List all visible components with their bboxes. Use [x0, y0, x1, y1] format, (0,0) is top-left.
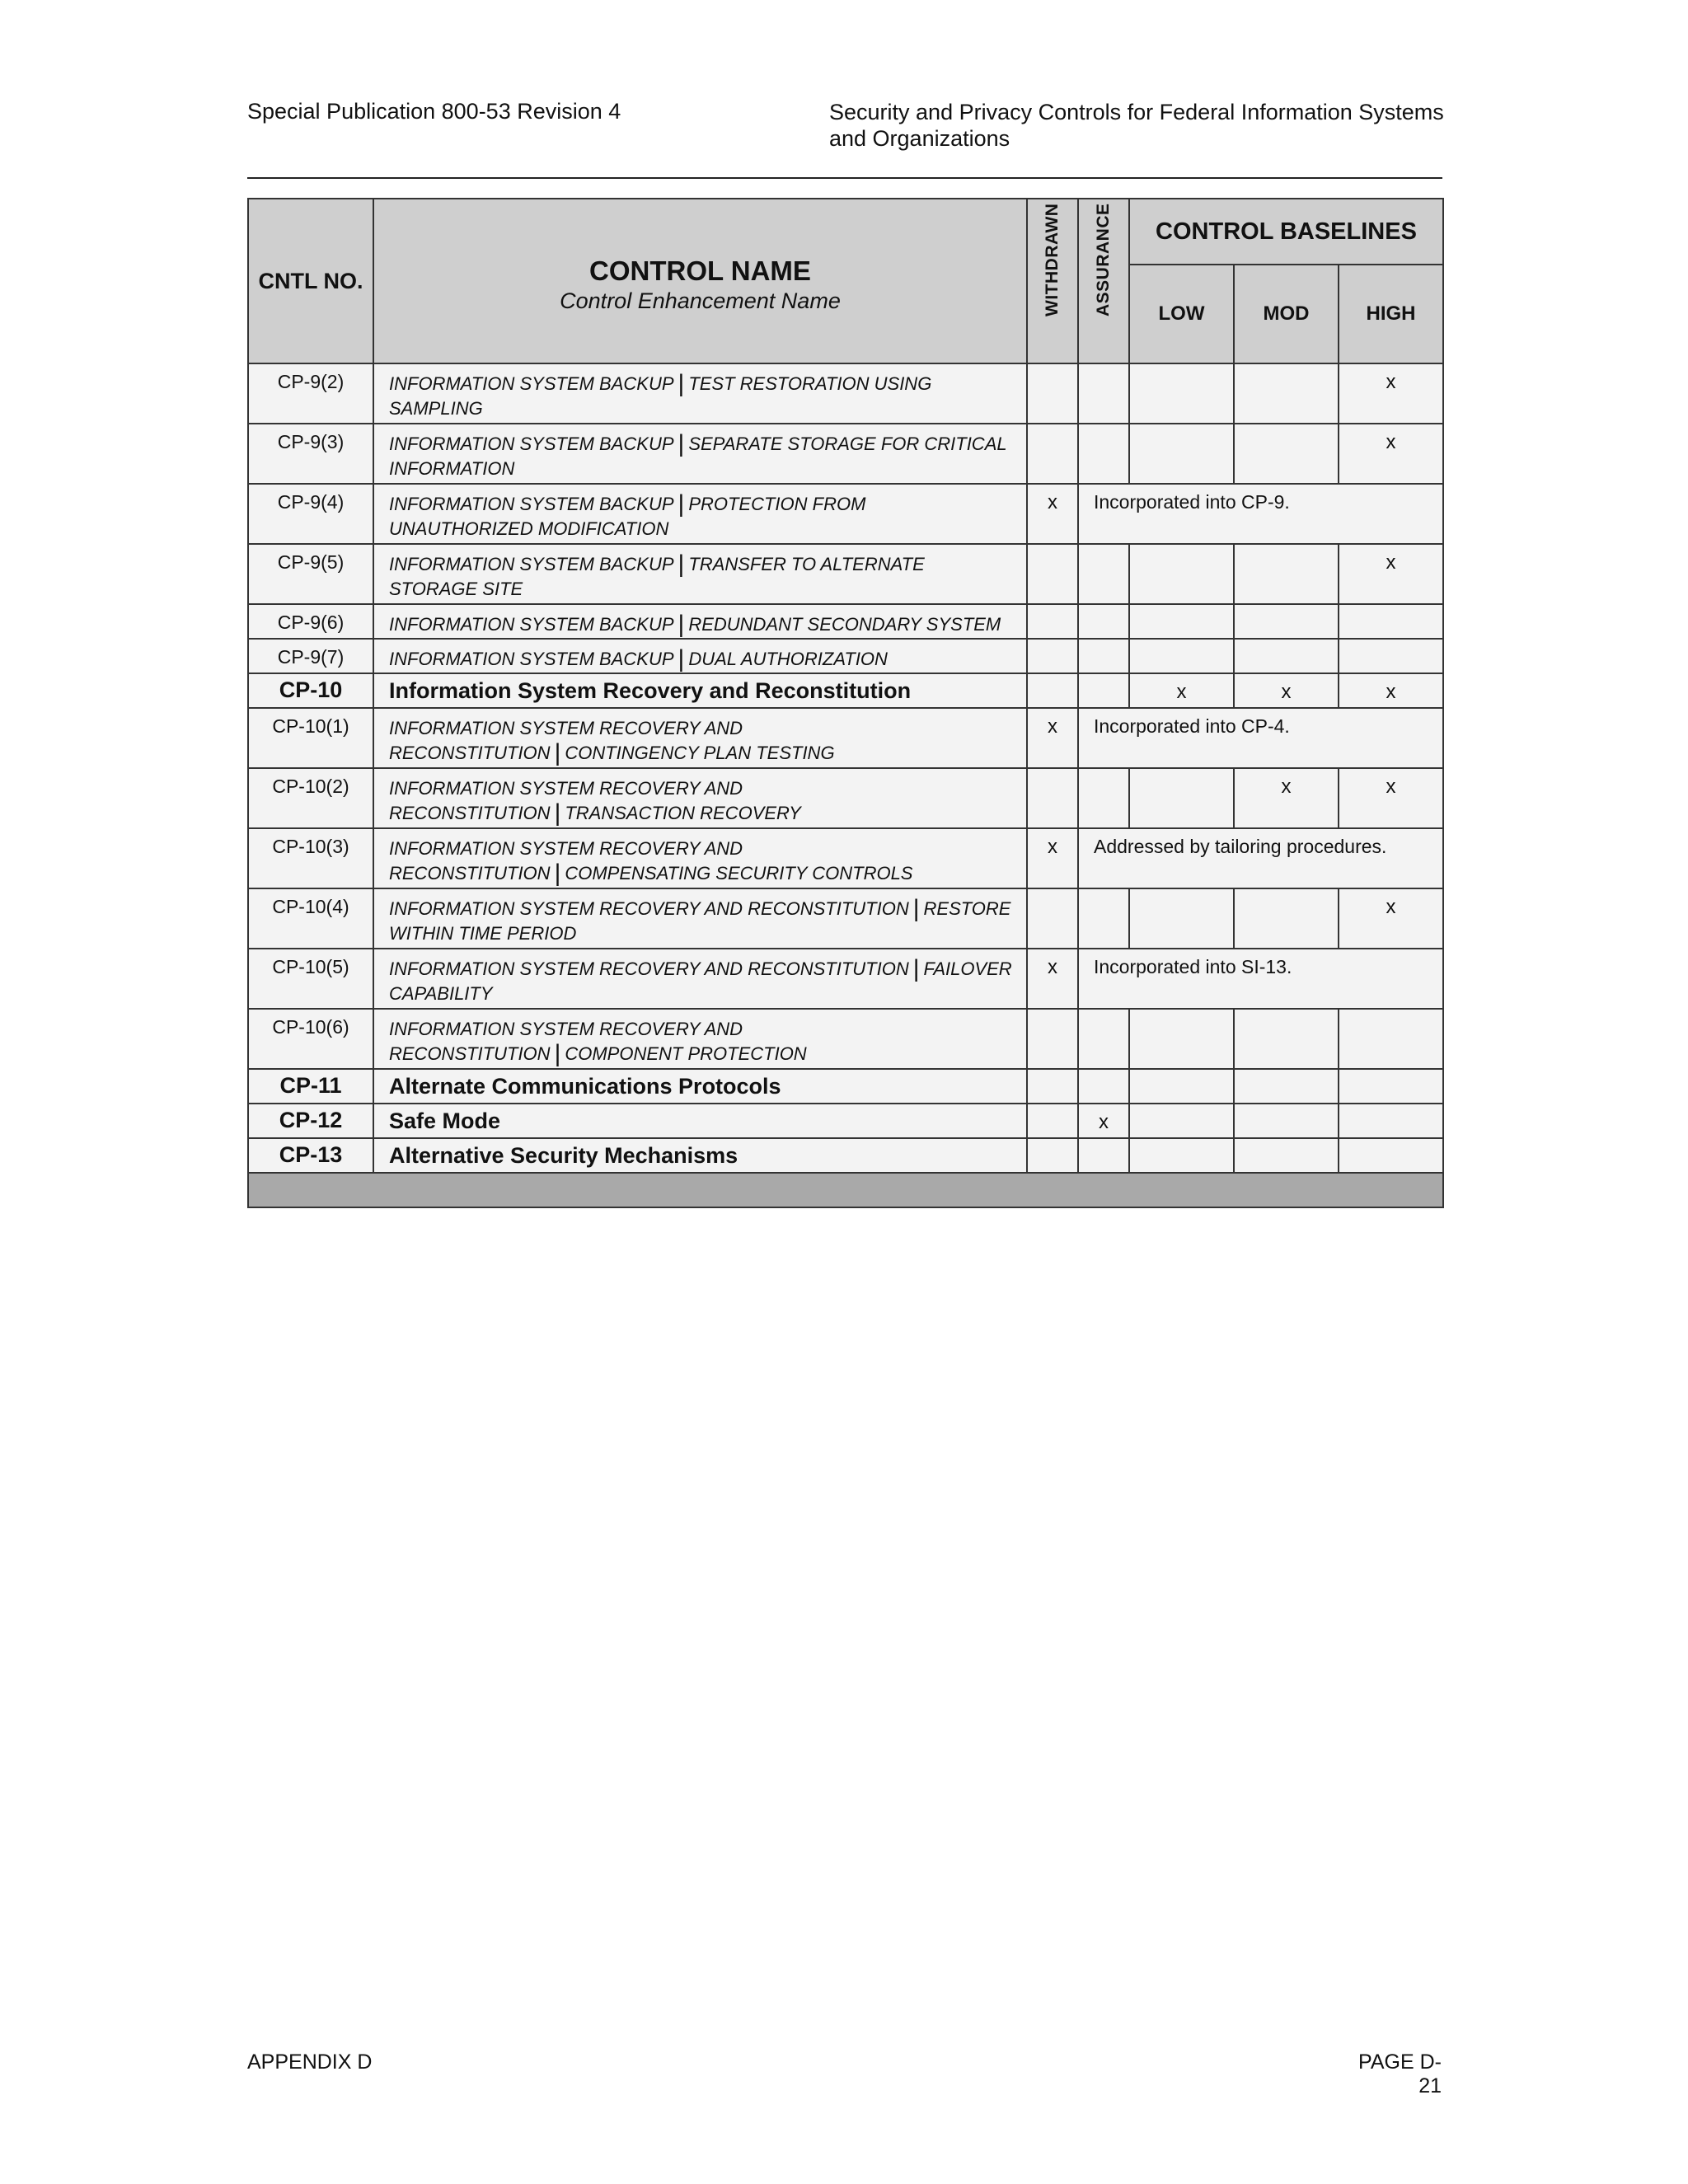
base-control-name: INFORMATION SYSTEM RECOVERY AND RECONSTITUTION: [389, 958, 909, 979]
baseline-mod-header: MOD: [1234, 265, 1339, 363]
base-control-name: INFORMATION SYSTEM RECOVERY AND RECONSTITUTION: [389, 838, 743, 883]
base-control-name: INFORMATION SYSTEM RECOVERY AND RECONSTITUTION: [389, 898, 909, 919]
assurance-mark: [1078, 1138, 1129, 1173]
control-name: [373, 949, 1027, 1009]
footer-page-number: PAGE D-21: [1358, 2050, 1442, 2097]
control-number: CP-10(2): [248, 768, 373, 828]
baseline-high-mark: [1339, 1104, 1443, 1138]
control-name: [373, 363, 1027, 424]
baseline-mod-mark: [1234, 424, 1339, 484]
baseline-low-mark: [1129, 1069, 1234, 1104]
table-footer-bar: [248, 1173, 1443, 1207]
control-number: CP-9(7): [248, 639, 373, 673]
enhancement-name: CONTINGENCY PLAN TESTING: [565, 743, 835, 763]
withdrawn-mark: [1027, 1138, 1078, 1173]
withdrawn-header: WITHDRAWN: [1027, 199, 1078, 363]
withdrawn-mark: [1027, 363, 1078, 424]
baseline-low-mark: [1129, 424, 1234, 484]
control-name: [373, 828, 1027, 888]
control-number: CP-10(3): [248, 828, 373, 888]
assurance-mark: [1078, 1069, 1129, 1104]
withdrawn-mark: x: [1027, 484, 1078, 544]
control-number: CP-9(4): [248, 484, 373, 544]
control-name: [373, 1009, 1027, 1069]
control-number: CP-10: [248, 673, 373, 708]
withdrawn-mark: [1027, 673, 1078, 708]
control-number: CP-9(3): [248, 424, 373, 484]
withdrawn-mark: [1027, 424, 1078, 484]
table-row: [248, 1009, 1443, 1069]
assurance-mark: [1078, 888, 1129, 949]
control-number: CP-12: [248, 1104, 373, 1138]
baseline-low-mark: [1129, 363, 1234, 424]
baseline-high-mark: x: [1339, 363, 1443, 424]
control-name: [373, 888, 1027, 949]
table-row: [248, 768, 1443, 828]
assurance-header: ASSURANCE: [1078, 199, 1129, 363]
assurance-mark: x: [1078, 1104, 1129, 1138]
base-control-name: INFORMATION SYSTEM BACKUP: [389, 614, 674, 635]
base-control-name: INFORMATION SYSTEM BACKUP: [389, 434, 674, 454]
baseline-high-header: HIGH: [1339, 265, 1443, 363]
base-control-name: INFORMATION SYSTEM BACKUP: [389, 494, 674, 514]
control-name: [373, 639, 1027, 673]
base-control-name: INFORMATION SYSTEM BACKUP: [389, 554, 674, 574]
table-row: [248, 949, 1443, 1009]
baseline-low-mark: [1129, 1104, 1234, 1138]
table-row: [248, 424, 1443, 484]
name-separator: |: [554, 860, 561, 887]
baseline-mod-mark: [1234, 888, 1339, 949]
name-separator: |: [912, 955, 920, 982]
enhancement-name-subtitle: Control Enhancement Name: [560, 288, 841, 313]
name-separator: |: [554, 739, 561, 766]
control-name: [373, 768, 1027, 828]
control-baseline-table: [247, 198, 1444, 1208]
control-number: CP-11: [248, 1069, 373, 1104]
baseline-low-mark: [1129, 768, 1234, 828]
enhancement-name: TEST RESTORATION USING SAMPLING: [389, 373, 932, 419]
baseline-low-header: LOW: [1129, 265, 1234, 363]
baseline-mod-mark: [1234, 639, 1339, 673]
baseline-mod-mark: [1234, 1069, 1339, 1104]
baseline-low-mark: [1129, 1138, 1234, 1173]
assurance-mark: [1078, 424, 1129, 484]
withdrawn-mark: [1027, 1104, 1078, 1138]
control-number: CP-9(5): [248, 544, 373, 604]
enhancement-name: TRANSACTION RECOVERY: [565, 803, 801, 823]
baseline-low-mark: [1129, 544, 1234, 604]
table-row: [248, 639, 1443, 673]
withdrawn-mark: [1027, 544, 1078, 604]
control-baselines-header: CONTROL BASELINES: [1129, 199, 1443, 265]
table-footer-cell: [248, 1173, 1443, 1207]
table-row: [248, 363, 1443, 424]
baseline-mod-mark: [1234, 544, 1339, 604]
name-separator: |: [678, 490, 685, 518]
withdrawn-mark: [1027, 639, 1078, 673]
header-rule: [247, 177, 1442, 179]
withdrawn-note: Incorporated into CP-9.: [1078, 484, 1443, 544]
base-control-name: INFORMATION SYSTEM BACKUP: [389, 649, 674, 669]
base-control-name: INFORMATION SYSTEM BACKUP: [389, 373, 674, 394]
baseline-mod-mark: [1234, 1009, 1339, 1069]
assurance-mark: [1078, 1009, 1129, 1069]
baseline-mod-mark: [1234, 604, 1339, 639]
baseline-high-mark: x: [1339, 424, 1443, 484]
baseline-high-mark: x: [1339, 768, 1443, 828]
baseline-low-mark: [1129, 1009, 1234, 1069]
running-header-right: Security and Privacy Controls for Federal Information Systems and Organizations: [829, 100, 1444, 151]
control-name: Alternative Security Mechanisms: [373, 1138, 1027, 1173]
cntl-no-header: CNTL NO.: [248, 199, 373, 363]
name-separator: |: [554, 1040, 561, 1067]
table-row: [248, 828, 1443, 888]
control-name-header: [373, 199, 1027, 363]
enhancement-name: FAILOVER CAPABILITY: [389, 958, 1012, 1004]
name-separator: |: [678, 611, 685, 638]
withdrawn-mark: [1027, 888, 1078, 949]
baseline-high-mark: [1339, 639, 1443, 673]
enhancement-name: COMPENSATING SECURITY CONTROLS: [565, 863, 913, 883]
baseline-low-mark: [1129, 639, 1234, 673]
table-row: [248, 708, 1443, 768]
withdrawn-note: Incorporated into SI-13.: [1078, 949, 1443, 1009]
withdrawn-mark: x: [1027, 828, 1078, 888]
withdrawn-mark: x: [1027, 708, 1078, 768]
table-row: [248, 1069, 1443, 1104]
name-separator: |: [678, 370, 685, 397]
name-separator: |: [912, 895, 920, 922]
table-row: [248, 1138, 1443, 1173]
baseline-low-mark: [1129, 604, 1234, 639]
control-number: CP-10(1): [248, 708, 373, 768]
control-number: CP-10(6): [248, 1009, 373, 1069]
withdrawn-note: Addressed by tailoring procedures.: [1078, 828, 1443, 888]
control-number: CP-10(5): [248, 949, 373, 1009]
withdrawn-mark: x: [1027, 949, 1078, 1009]
base-control-name: INFORMATION SYSTEM RECOVERY AND RECONSTITUTION: [389, 718, 743, 763]
control-name: [373, 424, 1027, 484]
control-name: [373, 708, 1027, 768]
control-name: Safe Mode: [373, 1104, 1027, 1138]
assurance-mark: [1078, 639, 1129, 673]
enhancement-name: SEPARATE STORAGE FOR CRITICAL INFORMATION: [389, 434, 1007, 479]
table-row: [248, 1104, 1443, 1138]
assurance-mark: [1078, 673, 1129, 708]
control-name: Information System Recovery and Reconstitution: [373, 673, 1027, 708]
control-name: [373, 484, 1027, 544]
baseline-mod-mark: x: [1234, 673, 1339, 708]
assurance-mark: [1078, 768, 1129, 828]
name-separator: |: [678, 430, 685, 457]
table-row: [248, 888, 1443, 949]
baseline-high-mark: x: [1339, 888, 1443, 949]
table-row: [248, 544, 1443, 604]
baseline-mod-mark: [1234, 1138, 1339, 1173]
table-row: [248, 484, 1443, 544]
baseline-low-mark: [1129, 888, 1234, 949]
enhancement-name: COMPONENT PROTECTION: [565, 1043, 807, 1064]
withdrawn-mark: [1027, 768, 1078, 828]
table-row: [248, 604, 1443, 639]
footer-appendix: APPENDIX D: [247, 2050, 373, 2074]
baseline-mod-mark: [1234, 363, 1339, 424]
baseline-low-mark: x: [1129, 673, 1234, 708]
control-name-title: CONTROL NAME: [589, 255, 811, 286]
enhancement-name: TRANSFER TO ALTERNATE STORAGE SITE: [389, 554, 925, 599]
name-separator: |: [678, 551, 685, 578]
control-name: Alternate Communications Protocols: [373, 1069, 1027, 1104]
control-number: CP-9(2): [248, 363, 373, 424]
assurance-mark: [1078, 363, 1129, 424]
baseline-high-mark: x: [1339, 544, 1443, 604]
name-separator: |: [554, 799, 561, 827]
running-header-left: Special Publication 800-53 Revision 4: [247, 99, 621, 124]
withdrawn-note: Incorporated into CP-4.: [1078, 708, 1443, 768]
base-control-name: INFORMATION SYSTEM RECOVERY AND RECONSTITUTION: [389, 1019, 743, 1064]
baseline-high-mark: [1339, 604, 1443, 639]
baseline-mod-mark: x: [1234, 768, 1339, 828]
enhancement-name: RESTORE WITHIN TIME PERIOD: [389, 898, 1011, 944]
assurance-mark: [1078, 604, 1129, 639]
withdrawn-mark: [1027, 1009, 1078, 1069]
enhancement-name: REDUNDANT SECONDARY SYSTEM: [688, 614, 1001, 635]
assurance-mark: [1078, 544, 1129, 604]
base-control-name: INFORMATION SYSTEM RECOVERY AND RECONSTITUTION: [389, 778, 743, 823]
baseline-high-mark: [1339, 1138, 1443, 1173]
withdrawn-mark: [1027, 1069, 1078, 1104]
baseline-high-mark: [1339, 1069, 1443, 1104]
withdrawn-mark: [1027, 604, 1078, 639]
baseline-high-mark: x: [1339, 673, 1443, 708]
baseline-mod-mark: [1234, 1104, 1339, 1138]
control-number: CP-10(4): [248, 888, 373, 949]
control-number: CP-13: [248, 1138, 373, 1173]
enhancement-name: PROTECTION FROM UNAUTHORIZED MODIFICATION: [389, 494, 866, 539]
control-name: [373, 544, 1027, 604]
name-separator: |: [678, 645, 685, 673]
enhancement-name: DUAL AUTHORIZATION: [688, 649, 888, 669]
control-number: CP-9(6): [248, 604, 373, 639]
table-row: [248, 673, 1443, 708]
control-name: [373, 604, 1027, 639]
baseline-high-mark: [1339, 1009, 1443, 1069]
